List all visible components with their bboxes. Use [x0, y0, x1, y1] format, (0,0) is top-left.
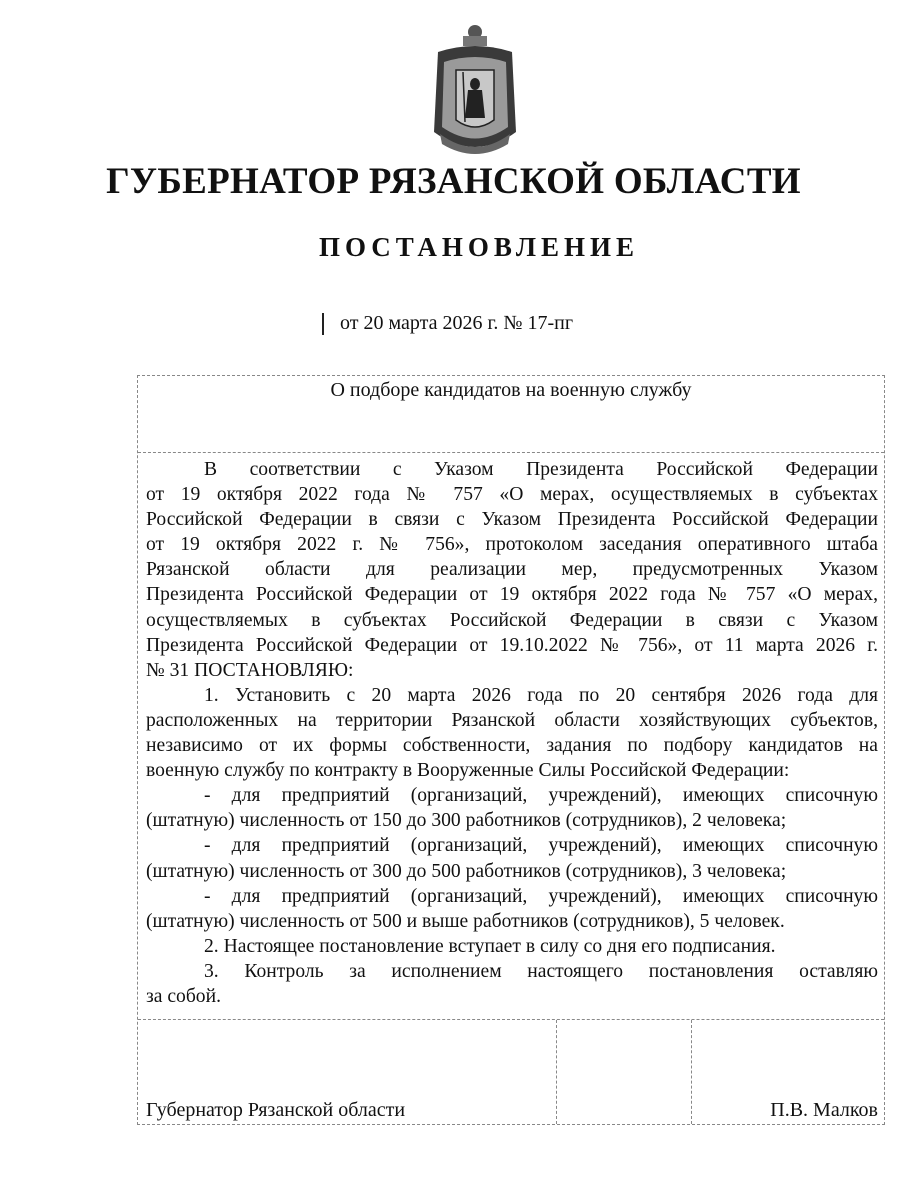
paragraph-line: расположенных на территории Рязанской области хозяйствующих субъектов,: [146, 709, 878, 731]
signature-position: Губернатор Рязанской области: [146, 1099, 406, 1122]
paragraph-line: 2. Настоящее постановление вступает в силу со дня его подписания.: [204, 935, 776, 957]
paragraph-line: В соответствии с Указом Президента Российской Федерации: [204, 459, 878, 480]
paragraph-line: - для предприятий (организаций, учреждений), имеющих списочную: [204, 785, 878, 807]
date-number-text: от 20 марта 2026 г. № 17-пг: [340, 312, 574, 334]
paragraph-line: 3. Контроль за исполнением настоящего постановления оставляю: [204, 960, 878, 982]
paragraph-line: № 31 ПОСТАНОВЛЯЮ:: [146, 659, 354, 681]
organization-heading: ГУБЕРНАТОР РЯЗАНСКОЙ ОБЛАСТИ: [106, 161, 801, 202]
signature-name: П.В. Малков: [770, 1099, 878, 1122]
paragraph-line: независимо от их формы собственности, задания по подбору кандидатов на: [146, 735, 878, 757]
paragraph: [146, 683, 878, 783]
paragraph-line: 1. Установить с 20 марта 2026 года по 20 сентября 2026 года для: [204, 684, 878, 706]
paragraph-line: Президента Российской Федерации от 19.10.2022 № 756», от 11 марта 2026 г.: [146, 634, 878, 656]
paragraph: [146, 934, 878, 959]
signature-position-cell: [138, 1020, 556, 1124]
document-table: [137, 375, 885, 1125]
signature-name-cell: [691, 1020, 884, 1124]
paragraph: [146, 833, 878, 883]
paragraph-line: военную службу по контракту в Вооруженные Силы Российской Федерации:: [146, 760, 790, 782]
paragraph-line: (штатную) численность от 300 до 500 работников (сотрудников), 3 человека;: [146, 860, 787, 882]
coat-of-arms-emblem: [430, 22, 520, 162]
paragraph: [146, 457, 878, 683]
paragraph-line: - для предприятий (организаций, учреждений), имеющих списочную: [204, 885, 878, 907]
paragraph-line: Рязанской области для реализации мер, предусмотренных Указом: [146, 559, 878, 581]
paragraph-line: (штатную) численность от 500 и выше работников (сотрудников), 5 человек.: [146, 910, 785, 932]
signature-blank-cell: [556, 1020, 691, 1124]
text-cursor: [322, 313, 324, 335]
date-number: [322, 312, 573, 335]
paragraph-line: от 19 октября 2022 года № 757 «О мерах, осуществляемых в субъектах: [146, 484, 878, 506]
document-title: О подборе кандидатов на военную службу: [138, 376, 884, 453]
paragraph-line: Президента Российской Федерации от 19 октября 2022 года № 757 «О мерах,: [146, 584, 878, 606]
document-body: [138, 453, 884, 1020]
paragraph: [146, 884, 878, 934]
paragraph-line: (штатную) численность от 150 до 300 работников (сотрудников), 2 человека;: [146, 810, 787, 832]
paragraph-line: от 19 октября 2022 г. № 756», протоколом заседания оперативного штаба: [146, 534, 878, 556]
paragraph: [146, 959, 878, 1009]
paragraph: [146, 783, 878, 833]
paragraph-line: - для предприятий (организаций, учреждений), имеющих списочную: [204, 835, 878, 857]
paragraph-line: Российской Федерации в связи с Указом Президента Российской Федерации: [146, 509, 878, 531]
signature-row: [138, 1020, 884, 1124]
paragraph-line: осуществляемых в субъектах Российской Федерации в связи с Указом: [146, 609, 878, 631]
document-type-heading: ПОСТАНОВЛЕНИЕ: [318, 232, 640, 262]
paragraph-line: за собой.: [146, 985, 221, 1007]
